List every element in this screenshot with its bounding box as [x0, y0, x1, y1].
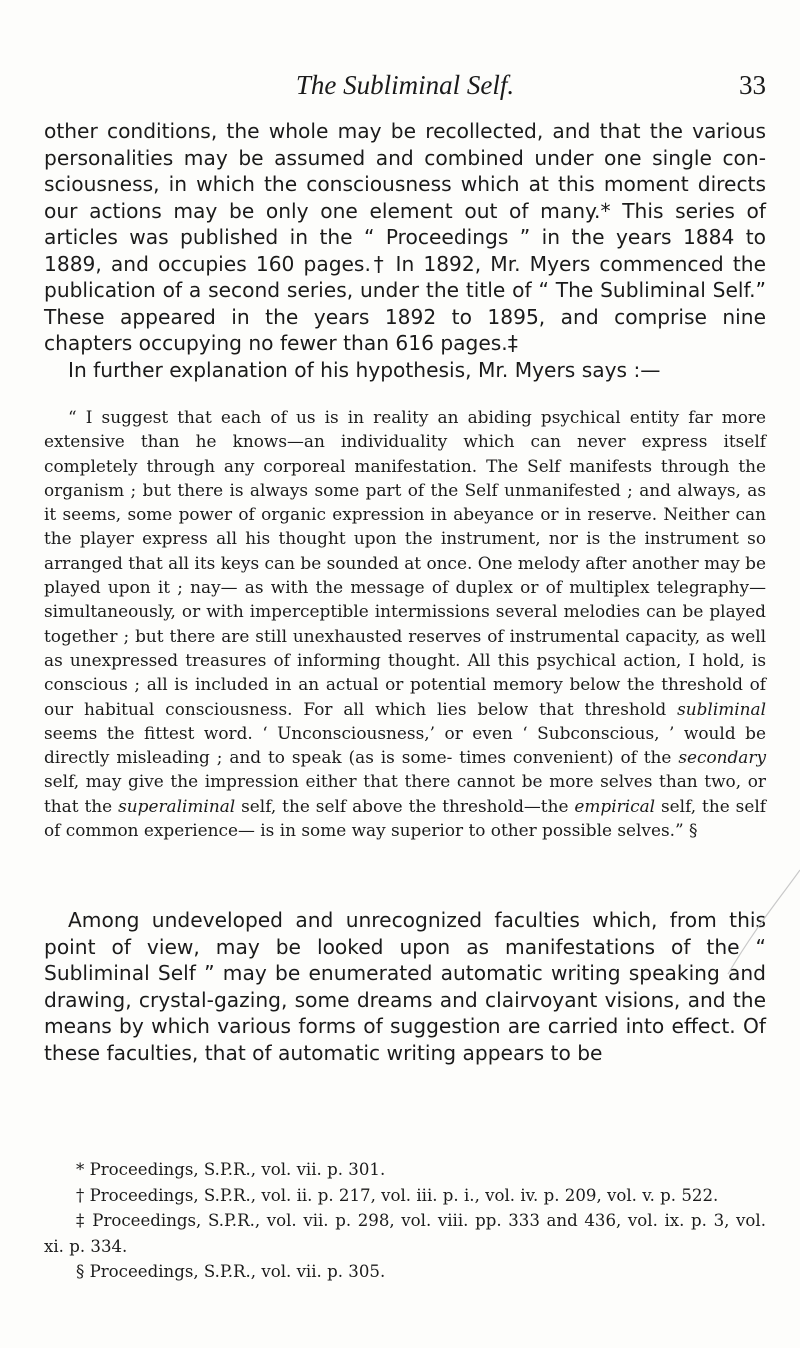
faculties-text [44, 907, 766, 1066]
quote-text-3: self, may give the impression either that there cannot be more selves than two, or that the [44, 771, 766, 816]
footnotes [44, 1157, 766, 1285]
footnote-section: § Proceedings, S.P.R., vol. vii. p. 305. [76, 1262, 386, 1282]
footnote-asterisk: * Proceedings, S.P.R., vol. vii. p. 301. [76, 1160, 386, 1179]
quote-emphasis-empirical: empirical [574, 795, 656, 816]
quote-emphasis-superaliminal: superaliminal [118, 795, 236, 816]
quote-text-5: self, the self of common experience— is in some way superior to other possible selves.” § [44, 795, 766, 841]
running-title: The Subliminal Self. [295, 70, 515, 100]
myers-quotation [44, 405, 766, 842]
footnote-dagger: † Proceedings, S.P.R., vol. ii. p. 217, vol. iii. p. i., vol. iv. p. 209, vol. v. p. 522. [76, 1185, 719, 1205]
footnote-double-dagger: ‡ Proceedings, S.P.R., vol. vii. p. 298, vol. viii. pp. 333 and 436, vol. ix. p. 3, vol. xi. p. 334. [44, 1211, 766, 1256]
scan-crease-mark [720, 868, 800, 978]
paragraph-myers-says: In further explanation of his hypothesis, Mr. Myers says :— [68, 357, 661, 382]
quote-text-1: “ I suggest that each of us is in reality an abiding psychical entity far more extensive than he knows—an individuality which can never express itself completely through any corporeal manifestation. The Self manifests through the organism ; but there is always some part of the Self unmanifested ; and always, as it seems, some power of organic expression in abeyance or in reserve. Neither can the player express all his thought upon the instrument, nor is the instrument so arranged that all its keys can be sounded at once. One melody after another may be played upon it ; nay— as with the message of duplex or of multiplex telegraphy—simultaneously, or with imperceptible intermissions several melodies can be played together ; but there are still unexhausted reserves of instrumental capacity, as well as unexpressed treasures of informing thought. All this psychical action, I hold, is conscious ; all is included in an actual or potential memory below the threshold of our habitual consciousness. For all which lies below that threshold [44, 407, 766, 719]
quotation-paragraph [44, 405, 766, 842]
page-header [44, 70, 766, 106]
paragraph-faculties: Among undeveloped and unrecognized faculties which, from this point of view, may be looked upon as manifestations of the “ Subliminal Self ” may be enumerated automatic writing speaking and drawing, crystal-gazing, some dreams and clairvoyant visions, and the means by which various forms of suggestion are carried into effect. Of these faculties, that of automatic writing appears to be [44, 908, 766, 1065]
paragraph-continuation: other conditions, the whole may be recollected, and that the various personalities may be assumed and combined under one single con- sciousness, in which the consciousness which at this moment directs our actions may be only one element out of many.* This series of articles was published in the “ Proceedings ” in the years 1884 to 1889, and occupies 160 pages.† In 1892, Mr. Myers commenced the publication of a second series, under the title of “ The Subliminal Self.” These appeared in the years 1892 to 1895, and comprise nine chapters occupying no fewer than 616 pages.‡ [44, 119, 766, 355]
intro-text [44, 118, 766, 383]
page-number: 33 [739, 70, 766, 100]
quote-text-4: self, the self above the threshold—the [235, 795, 575, 816]
quote-text-2: seems the fittest word. ‘ Unconsciousness,’ or even ‘ Subconscious, ’ would be directly misleading ; and to speak (as is some- times convenient) of the [44, 722, 766, 768]
quote-emphasis-secondary: secondary [678, 747, 766, 768]
quote-emphasis-subliminal: subliminal [677, 698, 766, 719]
